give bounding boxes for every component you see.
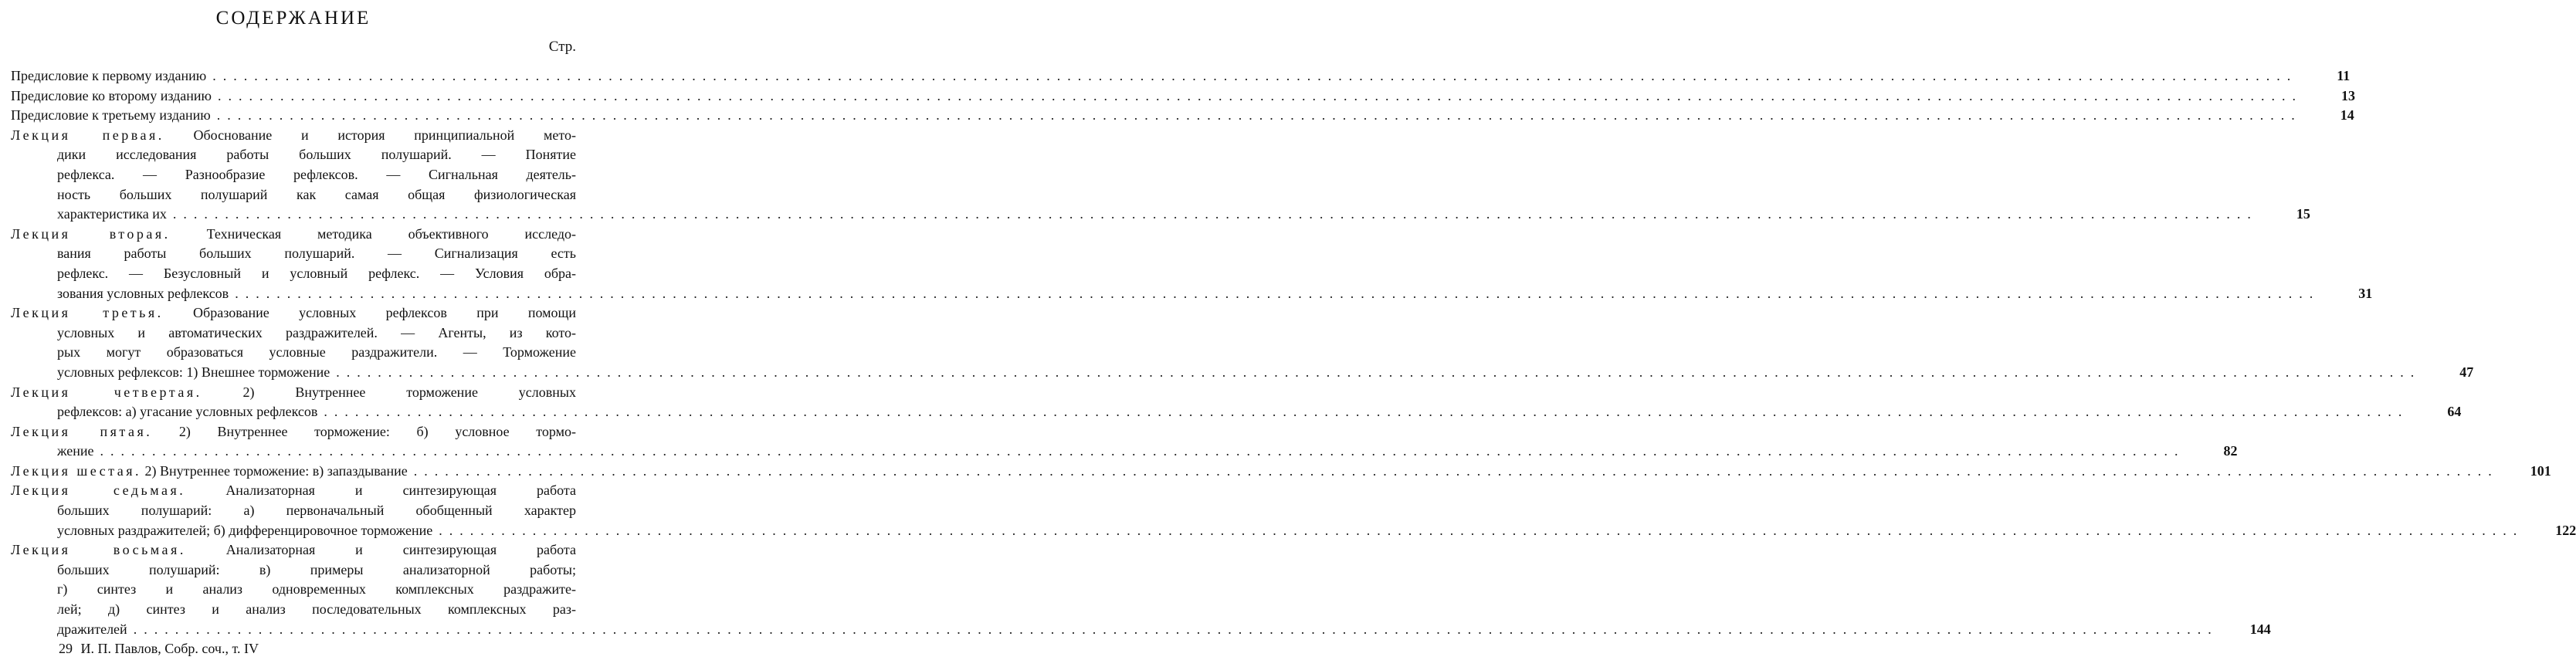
toc-entry-line: [11, 205, 2310, 225]
dot-leader: ........................................................................................................................................................................................................: [217, 87, 2303, 103]
toc-entry-text-span: условных и автоматических раздражителей. — Агенты, из кото-: [57, 324, 576, 340]
toc-entry-text: [11, 66, 206, 86]
toc-entry: [11, 540, 2271, 639]
toc-entry-line: [11, 462, 2551, 482]
lecture-label: Лекция шестая.: [11, 462, 142, 479]
page-number: 47: [2459, 364, 2474, 380]
toc-entry-text-span: больших полушарий: а) первоначальный обобщенный характер: [57, 503, 576, 519]
toc-entry-text-span: рых могут образоваться условные раздражители. — Торможение: [57, 344, 576, 361]
toc-entry-line: [11, 442, 2238, 462]
toc-entry-text-span: рефлекс. — Безусловный и условный рефлекс. — Условия обра-: [57, 265, 576, 281]
toc-entry-text: [57, 284, 229, 304]
toc-entry-text-span: рефлекса. — Разнообразие рефлексов. — Сигнальная деятель-: [57, 166, 576, 182]
lecture-label: Лекция третья.: [11, 305, 164, 321]
toc-entry-line: [11, 363, 2474, 383]
toc-entry-line: [11, 145, 576, 165]
toc-entry-text-span: 2) Внутреннее торможение: б) условное тормо-: [178, 423, 577, 439]
footer-text: И. П. Павлов, Собр. соч., т. IV: [80, 641, 259, 656]
toc-entry-line: [11, 106, 2354, 126]
toc-entry-text: [57, 363, 330, 383]
page-number: 82: [2223, 443, 2238, 459]
toc-entry-line: [11, 284, 2373, 304]
toc-entry-line: [11, 560, 576, 581]
toc-entry-line: [11, 126, 576, 146]
toc-entry-line: [11, 521, 2576, 541]
lecture-label: Лекция пятая.: [11, 423, 153, 439]
lecture-label: Лекция первая.: [11, 127, 164, 143]
lecture-label: Лекция восьмая.: [11, 542, 186, 558]
toc-entry: [11, 383, 2462, 422]
dot-leader: ........................................................................................................................................................................................................: [172, 206, 2258, 222]
dot-leader: ........................................................................................................................................................................................................: [413, 462, 2499, 479]
toc-entry-line: [11, 86, 2355, 107]
toc-entry: [11, 422, 2238, 462]
page-number: 13: [2340, 87, 2355, 103]
toc-entry-text-span: ность больших полушарий как самая общая физиологическая: [57, 186, 576, 202]
toc-entry-text: [57, 402, 317, 422]
toc-entry-text-span: Предисловие к первому изданию: [11, 68, 207, 83]
toc-entry-line: [11, 481, 576, 501]
page-column-label: Стр.: [548, 39, 576, 55]
signature-number: 29: [59, 641, 73, 656]
page-number: 11: [2337, 68, 2351, 83]
toc-entry-line: [11, 66, 2351, 86]
page-number: 101: [2530, 462, 2551, 479]
lecture-label: Лекция вторая.: [11, 225, 171, 242]
toc-entry-text-span: больших полушарий: в) примеры анализаторной работы;: [57, 561, 576, 577]
toc-entry-text-span: Анализаторная и синтезирующая работа: [225, 542, 577, 558]
dot-leader: ........................................................................................................................................................................................................: [212, 68, 2298, 83]
toc-entry-line: [11, 323, 576, 344]
toc-entry-line: [11, 165, 576, 185]
toc-entry-text-span: Предисловие ко второму изданию: [11, 87, 212, 103]
toc-entry-text-span: лей; д) синтез и анализ последовательных комплексных раз-: [57, 601, 576, 618]
page-footer: [59, 641, 259, 657]
toc-entry: [11, 126, 2310, 225]
toc-entry-line: [11, 244, 576, 264]
toc-entry-line: [11, 620, 2271, 640]
dot-leader: ........................................................................................................................................................................................................: [324, 404, 2409, 420]
toc-entry-text-span: Обоснование и история принципиальной мето-: [193, 127, 576, 143]
toc-entry: [11, 303, 2474, 382]
toc-entry-text-span: 2) Внутреннее торможение условных: [242, 384, 576, 400]
toc-entry-text-span: жение: [57, 443, 94, 459]
toc-entry-line: [11, 383, 576, 403]
dot-leader: ........................................................................................................................................................................................................: [439, 522, 2524, 538]
toc-entry-text: [11, 106, 211, 126]
toc-entry-line: [11, 402, 2462, 422]
dot-leader: ........................................................................................................................................................................................................: [133, 621, 2218, 637]
toc-entry-line: [11, 264, 576, 284]
toc-entry-text: [57, 442, 93, 462]
toc-entry-line: [11, 225, 576, 245]
toc-entry-text-span: Образование условных рефлексов при помощи: [193, 305, 577, 321]
lecture-label: Лекция седьмая.: [11, 482, 186, 499]
toc-entry-line: [11, 343, 576, 363]
toc-entry-text-span: зования условных рефлексов: [57, 285, 229, 301]
toc-entry-line: [11, 185, 576, 205]
lecture-label: Лекция четвертая.: [11, 384, 202, 400]
toc-entry-text-span: Предисловие к третьему изданию: [11, 107, 211, 124]
toc-entry-line: [11, 600, 576, 620]
toc-entry-text-span: Техническая методика объективного исследо-: [206, 225, 577, 242]
toc-entry: [11, 66, 2351, 86]
page-number: 15: [2296, 206, 2310, 222]
toc-entries: [11, 66, 2576, 639]
toc-entry-text-span: условных раздражителей; б) дифференцировочное торможение: [57, 522, 433, 538]
page-number: 14: [2340, 107, 2354, 124]
toc-entry-line: [11, 501, 576, 521]
toc-entry-text: [11, 86, 212, 107]
toc-entry-line: [11, 303, 576, 323]
toc-entry-line: [11, 540, 576, 560]
dot-leader: ........................................................................................................................................................................................................: [235, 285, 2320, 301]
page-number: 64: [2447, 404, 2462, 420]
page-title: СОДЕРЖАНИЕ: [215, 8, 371, 29]
page-number: 31: [2358, 285, 2373, 301]
page-number: 122: [2555, 522, 2576, 538]
toc-entry-text: [57, 521, 432, 541]
toc-entry-text-span: г) синтез и анализ одновременных комплексных раздражите-: [57, 581, 576, 598]
toc-entry-text-span: дражителей: [57, 621, 127, 637]
page-number: 144: [2249, 621, 2271, 637]
toc-entry-text-span: 2) Внутреннее торможение: в) запаздывание: [144, 462, 408, 479]
toc-entry-line: [11, 422, 576, 442]
toc-entry-text-span: характеристика их: [57, 206, 167, 222]
toc-entry-text-span: рефлексов: а) угасание условных рефлексов: [57, 404, 318, 420]
toc-entry: [11, 481, 2576, 540]
toc-entry-line: [11, 580, 576, 600]
toc-entry: [11, 106, 2354, 126]
toc-entry-text-span: дики исследования работы больших полушарий. — Понятие: [57, 147, 576, 163]
dot-leader: ........................................................................................................................................................................................................: [100, 443, 2185, 459]
toc-entry-text: [57, 620, 127, 640]
toc-entry: [11, 462, 2551, 482]
toc-entry-text: [11, 462, 408, 482]
dot-leader: ........................................................................................................................................................................................................: [216, 107, 2302, 124]
toc-entry-text-span: вания работы больших полушарий. — Сигнализация есть: [57, 245, 576, 262]
toc-entry-text-span: условных рефлексов: 1) Внешнее торможение: [57, 364, 330, 380]
toc-entry-text-span: Анализаторная и синтезирующая работа: [225, 482, 577, 499]
dot-leader: ........................................................................................................................................................................................................: [336, 364, 2422, 380]
toc-entry-text: [57, 205, 167, 225]
toc-entry: [11, 225, 2373, 303]
toc-entry: [11, 86, 2355, 107]
